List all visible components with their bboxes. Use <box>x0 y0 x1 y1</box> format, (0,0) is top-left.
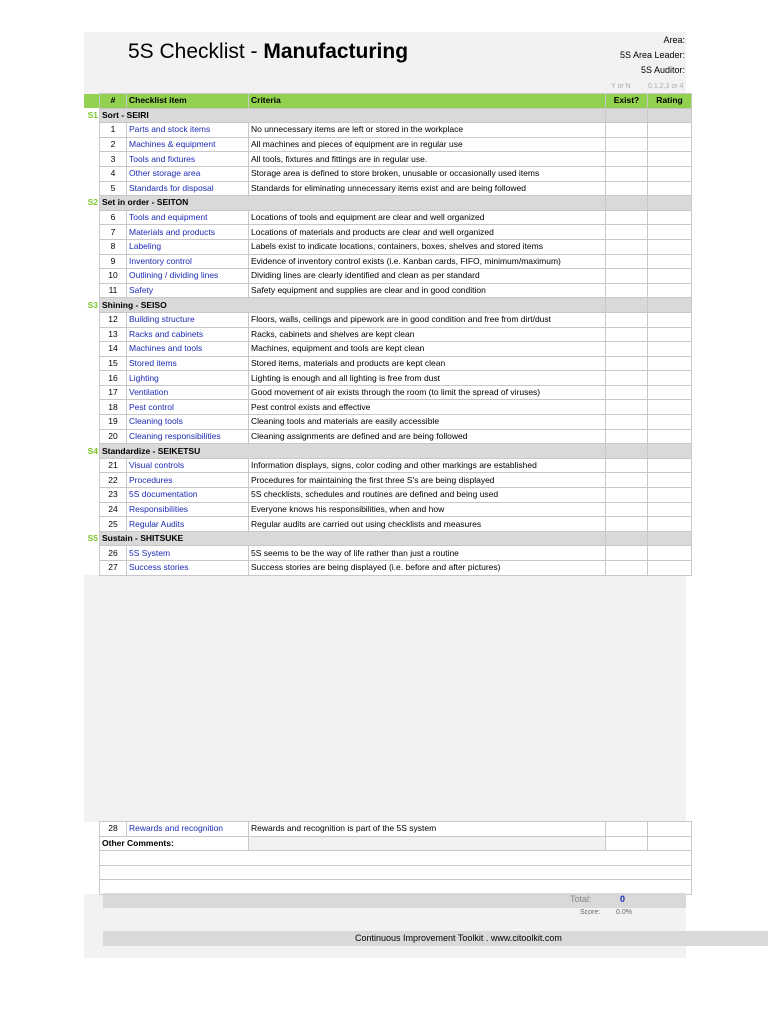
rating-cell[interactable] <box>648 385 692 400</box>
exist-cell[interactable] <box>606 429 648 444</box>
section-name: Standardize - SEIKETSU <box>100 444 606 459</box>
exist-cell[interactable] <box>606 152 648 167</box>
criteria: Everyone knows his responsibilities, when and how <box>249 502 606 517</box>
checklist-item: Machines and tools <box>127 342 249 357</box>
rating-cell[interactable] <box>648 502 692 517</box>
rating-cell[interactable] <box>648 137 692 152</box>
rating-cell[interactable] <box>648 152 692 167</box>
area-label: Area: <box>663 35 685 45</box>
table-row <box>84 210 692 225</box>
rating-cell[interactable] <box>648 561 692 576</box>
table-row <box>84 822 692 837</box>
criteria: Storage area is defined to store broken, unusable or occasionally used items <box>249 166 606 181</box>
table-row <box>84 152 692 167</box>
row-number: 16 <box>100 371 127 386</box>
checklist-item: Labeling <box>127 239 249 254</box>
page-title: 5S Checklist - Manufacturing <box>128 40 409 63</box>
checklist-item: Procedures <box>127 473 249 488</box>
row-number: 8 <box>100 239 127 254</box>
table-row <box>84 473 692 488</box>
criteria: Standards for eliminating unnecessary items exist and are being followed <box>249 181 606 196</box>
exist-cell[interactable] <box>606 123 648 138</box>
table-row <box>84 166 692 181</box>
checklist-item: Outlining / dividing lines <box>127 269 249 284</box>
checklist-item: Standards for disposal <box>127 181 249 196</box>
section-tag: S4 <box>84 444 100 459</box>
row-number: 10 <box>100 269 127 284</box>
total-row <box>103 893 686 908</box>
row-number: 2 <box>100 137 127 152</box>
table-row <box>84 415 692 430</box>
table-row <box>84 342 692 357</box>
table-row <box>84 327 692 342</box>
exist-cell[interactable] <box>606 488 648 503</box>
checklist-item: Visual controls <box>127 458 249 473</box>
exist-cell[interactable] <box>606 225 648 240</box>
checklist-item: Parts and stock items <box>127 123 249 138</box>
exist-cell[interactable] <box>606 210 648 225</box>
row-number: 6 <box>100 210 127 225</box>
section-name: Sort - SEIRI <box>100 108 606 123</box>
rating-cell[interactable] <box>648 822 692 837</box>
table-row <box>84 488 692 503</box>
rating-cell[interactable] <box>648 473 692 488</box>
criteria: Regular audits are carried out using checklists and measures <box>249 517 606 532</box>
exist-cell[interactable] <box>606 415 648 430</box>
rating-hint: 0,1,2,3 or 4 <box>648 83 684 90</box>
rating-cell[interactable] <box>648 429 692 444</box>
checklist-item: Lighting <box>127 371 249 386</box>
checklist-item: Inventory control <box>127 254 249 269</box>
criteria: Machines, equipment and tools are kept clean <box>249 342 606 357</box>
table-row <box>84 137 692 152</box>
exist-hint: Y or N <box>611 83 631 90</box>
checklist-item: Regular Audits <box>127 517 249 532</box>
exist-cell[interactable] <box>606 166 648 181</box>
comment-field[interactable] <box>100 865 692 880</box>
section-row <box>84 444 692 459</box>
table-row <box>84 269 692 284</box>
rating-cell[interactable] <box>648 166 692 181</box>
exist-cell[interactable] <box>606 254 648 269</box>
rating-cell[interactable] <box>648 342 692 357</box>
rating-cell[interactable] <box>648 356 692 371</box>
rating-cell[interactable] <box>648 283 692 298</box>
table-row <box>84 239 692 254</box>
row-number: 17 <box>100 385 127 400</box>
criteria: 5S checklists, schedules and routines are defined and being used <box>249 488 606 503</box>
table-row <box>84 181 692 196</box>
section-name: Set in order - SEITON <box>100 196 606 211</box>
table-row <box>84 546 692 561</box>
criteria: Evidence of inventory control exists (i.e. Kanban cards, FIFO, minimum/maximum) <box>249 254 606 269</box>
exist-cell[interactable] <box>606 269 648 284</box>
criteria: Stored items, materials and products are kept clean <box>249 356 606 371</box>
row-number: 26 <box>100 546 127 561</box>
row-number: 5 <box>100 181 127 196</box>
exist-cell[interactable] <box>606 356 648 371</box>
total-label: Total: <box>570 894 592 904</box>
exist-cell[interactable] <box>606 342 648 357</box>
rating-cell[interactable] <box>648 269 692 284</box>
row-number: 23 <box>100 488 127 503</box>
row-number: 4 <box>100 166 127 181</box>
rating-cell[interactable] <box>648 210 692 225</box>
rating-cell[interactable] <box>648 458 692 473</box>
exist-cell[interactable] <box>606 385 648 400</box>
rating-cell[interactable] <box>648 517 692 532</box>
criteria: Safety equipment and supplies are clear and in good condition <box>249 283 606 298</box>
rating-cell[interactable] <box>648 225 692 240</box>
row-number: 12 <box>100 312 127 327</box>
header-rating: Rating <box>648 94 692 109</box>
rating-cell[interactable] <box>648 181 692 196</box>
exist-cell[interactable] <box>606 137 648 152</box>
comments-header-row <box>84 836 692 851</box>
row-number: 3 <box>100 152 127 167</box>
auditor-label: 5S Auditor: <box>640 65 685 75</box>
checklist-item: Ventilation <box>127 385 249 400</box>
table-row <box>84 312 692 327</box>
comment-line <box>84 851 692 866</box>
rating-cell[interactable] <box>648 123 692 138</box>
table-row <box>84 517 692 532</box>
score-value: 0.0% <box>616 909 632 916</box>
exist-cell[interactable] <box>606 473 648 488</box>
checklist-item: Other storage area <box>127 166 249 181</box>
criteria: 5S seems to be the way of life rather than just a routine <box>249 546 606 561</box>
header-checklist-item: Checklist item <box>127 94 249 109</box>
criteria: Locations of materials and products are clear and well organized <box>249 225 606 240</box>
table-row <box>84 254 692 269</box>
criteria: Pest control exists and effective <box>249 400 606 415</box>
exist-cell[interactable] <box>606 181 648 196</box>
continued-table <box>84 821 692 895</box>
table-row <box>84 458 692 473</box>
checklist-item: Racks and cabinets <box>127 327 249 342</box>
section-tag: S3 <box>84 298 100 313</box>
row-number: 15 <box>100 356 127 371</box>
criteria: Procedures for maintaining the first three S's are being displayed <box>249 473 606 488</box>
table-row <box>84 561 692 576</box>
rating-cell[interactable] <box>648 400 692 415</box>
row-number: 28 <box>100 822 127 837</box>
exist-cell[interactable] <box>606 283 648 298</box>
rating-cell[interactable] <box>648 415 692 430</box>
exist-cell[interactable] <box>606 822 648 837</box>
footer-text: Continuous Improvement Toolkit . www.citoolkit.com <box>355 933 562 943</box>
section-tag: S5 <box>84 531 100 546</box>
section-name: Shining - SEISO <box>100 298 606 313</box>
row-number: 19 <box>100 415 127 430</box>
criteria: Information displays, signs, color coding and other markings are established <box>249 458 606 473</box>
table-row <box>84 385 692 400</box>
row-number: 24 <box>100 502 127 517</box>
section-name: Sustain - SHITSUKE <box>100 531 606 546</box>
table-row <box>84 502 692 517</box>
area-leader-label: 5S Area Leader: <box>619 50 685 60</box>
rating-cell[interactable] <box>648 546 692 561</box>
score-label: Score: <box>580 909 601 916</box>
exist-cell[interactable] <box>606 546 648 561</box>
criteria: All machines and pieces of equipment are in regular use <box>249 137 606 152</box>
criteria: Cleaning tools and materials are easily accessible <box>249 415 606 430</box>
row-number: 27 <box>100 561 127 576</box>
audit-meta <box>620 33 685 78</box>
criteria: Good movement of air exists through the room (to limit the spread of viruses) <box>249 385 606 400</box>
checklist-item: Building structure <box>127 312 249 327</box>
section-row <box>84 531 692 546</box>
row-number: 21 <box>100 458 127 473</box>
row-number: 13 <box>100 327 127 342</box>
criteria: Lighting is enough and all lighting is free from dust <box>249 371 606 386</box>
rating-cell[interactable] <box>648 371 692 386</box>
checklist-table <box>84 93 692 576</box>
section-tag: S1 <box>84 108 100 123</box>
exist-cell[interactable] <box>606 312 648 327</box>
exist-cell[interactable] <box>606 327 648 342</box>
comment-line <box>84 865 692 880</box>
header-exist: Exist? <box>606 94 648 109</box>
checklist-item: Cleaning tools <box>127 415 249 430</box>
criteria: All tools, fixtures and fittings are in regular use. <box>249 152 606 167</box>
exist-cell[interactable] <box>606 400 648 415</box>
checklist-item: Tools and equipment <box>127 210 249 225</box>
table-row <box>84 371 692 386</box>
checklist-item: Materials and products <box>127 225 249 240</box>
checklist-item: Safety <box>127 283 249 298</box>
criteria: Floors, walls, ceilings and pipework are in good condition and free from dirt/dust <box>249 312 606 327</box>
row-number: 9 <box>100 254 127 269</box>
section-tag: S2 <box>84 196 100 211</box>
header-criteria: Criteria <box>249 94 606 109</box>
criteria: Success stories are being displayed (i.e. before and after pictures) <box>249 561 606 576</box>
criteria: Cleaning assignments are defined and are being followed <box>249 429 606 444</box>
row-number: 22 <box>100 473 127 488</box>
rating-cell[interactable] <box>648 488 692 503</box>
criteria: Rewards and recognition is part of the 5S system <box>249 822 606 837</box>
header-number: # <box>100 94 127 109</box>
rating-cell[interactable] <box>648 239 692 254</box>
checklist-item: Rewards and recognition <box>127 822 249 837</box>
checklist-item: Cleaning responsibilities <box>127 429 249 444</box>
checklist-item: Tools and fixtures <box>127 152 249 167</box>
criteria: Racks, cabinets and shelves are kept clean <box>249 327 606 342</box>
table-row <box>84 356 692 371</box>
section-row <box>84 298 692 313</box>
row-number: 20 <box>100 429 127 444</box>
checklist-item: 5S documentation <box>127 488 249 503</box>
table-row <box>84 225 692 240</box>
exist-cell[interactable] <box>606 371 648 386</box>
rating-cell[interactable] <box>648 254 692 269</box>
row-number: 25 <box>100 517 127 532</box>
checklist-item: Responsibilities <box>127 502 249 517</box>
criteria: No unnecessary items are left or stored in the workplace <box>249 123 606 138</box>
row-number: 11 <box>100 283 127 298</box>
table-row <box>84 283 692 298</box>
checklist-item: 5S System <box>127 546 249 561</box>
checklist-item: Stored items <box>127 356 249 371</box>
criteria: Locations of tools and equipment are clear and well organized <box>249 210 606 225</box>
comment-field[interactable] <box>100 851 692 866</box>
table-row <box>84 123 692 138</box>
criteria: Labels exist to indicate locations, containers, boxes, shelves and stored items <box>249 239 606 254</box>
rating-cell[interactable] <box>648 327 692 342</box>
table-header-row <box>84 94 692 109</box>
exist-cell[interactable] <box>606 502 648 517</box>
criteria: Dividing lines are clearly identified and clean as per standard <box>249 269 606 284</box>
exist-cell[interactable] <box>606 561 648 576</box>
checklist-item: Machines & equipment <box>127 137 249 152</box>
row-number: 7 <box>100 225 127 240</box>
row-number: 14 <box>100 342 127 357</box>
section-row <box>84 108 692 123</box>
exist-cell[interactable] <box>606 517 648 532</box>
section-row <box>84 196 692 211</box>
checklist-item: Success stories <box>127 561 249 576</box>
row-number: 1 <box>100 123 127 138</box>
total-value: 0 <box>620 894 626 904</box>
table-row <box>84 400 692 415</box>
exist-cell[interactable] <box>606 239 648 254</box>
other-comments-label: Other Comments: <box>100 836 249 851</box>
rating-cell[interactable] <box>648 312 692 327</box>
table-row <box>84 429 692 444</box>
row-number: 18 <box>100 400 127 415</box>
checklist-item: Pest control <box>127 400 249 415</box>
exist-cell[interactable] <box>606 458 648 473</box>
